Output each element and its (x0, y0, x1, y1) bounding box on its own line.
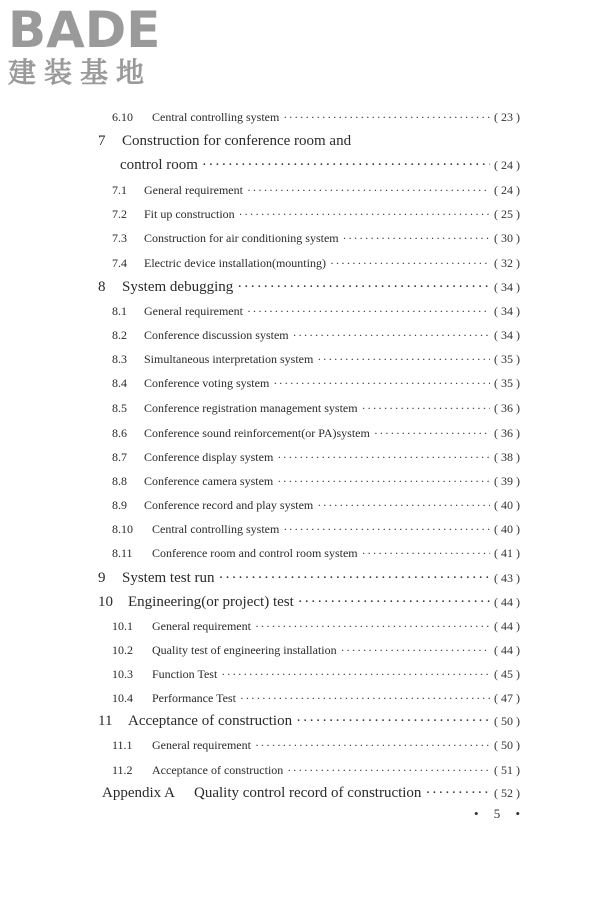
toc-label: Conference voting system (144, 376, 270, 390)
toc-entry-7-cont[interactable] (120, 157, 520, 174)
toc-entry-10-2[interactable] (112, 643, 520, 658)
toc-entry-10[interactable] (98, 594, 520, 611)
toc-entry-8-2[interactable] (112, 328, 520, 343)
toc-page: ( 40 ) (494, 522, 520, 536)
toc-page: ( 41 ) (494, 546, 520, 560)
toc-page: ( 44 ) (494, 619, 520, 633)
toc-number: 7.4 (112, 256, 127, 270)
toc-label: Central controlling system (152, 522, 280, 536)
toc-label: System test run (122, 570, 215, 586)
toc-entry-7-3[interactable] (112, 231, 520, 246)
toc-leader (425, 785, 490, 802)
toc-label: Conference registration management system (144, 401, 358, 415)
toc-label: Conference discussion system (144, 328, 289, 342)
toc-leader (221, 667, 490, 682)
toc-leader (239, 207, 490, 222)
toc-page: ( 23 ) (494, 110, 520, 124)
toc-page: ( 32 ) (494, 256, 520, 270)
toc-page: ( 50 ) (494, 738, 520, 752)
toc-number: 8.4 (112, 376, 127, 390)
toc-number: 8.6 (112, 426, 127, 440)
toc-page: ( 25 ) (494, 207, 520, 221)
toc-page: ( 50 ) (494, 714, 520, 728)
toc-leader (273, 376, 490, 391)
toc-label: Performance Test (152, 691, 236, 705)
toc-label: Acceptance of construction (128, 713, 293, 729)
toc-number: 10 (98, 594, 113, 610)
toc-label: Simultaneous interpretation system (144, 352, 314, 366)
toc-entry-10-1[interactable] (112, 619, 520, 634)
toc-page: ( 39 ) (494, 474, 520, 488)
toc-leader (283, 110, 490, 125)
toc-number: 8.9 (112, 498, 127, 512)
toc-page: ( 34 ) (494, 304, 520, 318)
toc-entry-11[interactable] (98, 713, 520, 730)
toc-leader (287, 763, 490, 778)
toc-number: 8.2 (112, 328, 127, 342)
toc-entry-8-7[interactable] (112, 450, 520, 465)
toc-entry-7-2[interactable] (112, 207, 520, 222)
toc-leader (277, 474, 490, 489)
toc-leader (296, 713, 490, 730)
toc-leader (202, 157, 490, 174)
toc-entry-11-1[interactable] (112, 738, 520, 753)
toc-label: General requirement (152, 738, 251, 752)
toc-entry-8-10[interactable] (112, 522, 520, 537)
toc-number: 8.7 (112, 450, 127, 464)
toc-label: Conference record and play system (144, 498, 314, 512)
toc-number: 6.10 (112, 110, 133, 124)
toc-leader (283, 522, 490, 537)
toc-number: 8.10 (112, 522, 133, 536)
toc-page: ( 34 ) (494, 328, 520, 342)
toc-number: 10.3 (112, 667, 133, 681)
toc-number: 11 (98, 713, 113, 729)
toc-label: Engineering(or project) test (128, 594, 294, 610)
toc-leader (240, 691, 490, 706)
toc-label: Conference sound reinforcement(or PA)system (144, 426, 370, 440)
toc-entry-8-6[interactable] (112, 426, 520, 441)
toc-entry-8-8[interactable] (112, 474, 520, 489)
toc-page: ( 44 ) (494, 643, 520, 657)
toc-entry-11-2[interactable] (112, 763, 520, 778)
toc-label: Conference room and control room system (152, 546, 358, 560)
toc-page: ( 51 ) (494, 763, 520, 777)
toc-label: System debugging (122, 279, 234, 295)
toc-label: Conference display system (144, 450, 274, 464)
toc-page: ( 24 ) (494, 183, 520, 197)
toc-number: 7.3 (112, 231, 127, 245)
toc-entry-8-9[interactable] (112, 498, 520, 513)
toc-number: 8.3 (112, 352, 127, 366)
toc-page: ( 43 ) (494, 571, 520, 585)
toc-leader (362, 546, 490, 561)
toc-leader (293, 328, 490, 343)
toc-number: 8.8 (112, 474, 127, 488)
toc-entry-9[interactable] (98, 570, 520, 587)
toc-label: Function Test (152, 667, 218, 681)
toc-leader (255, 738, 490, 753)
toc-number: 10.1 (112, 619, 133, 633)
toc-leader (255, 619, 490, 634)
toc-label: General requirement (144, 304, 243, 318)
toc-entry-7-4[interactable] (112, 256, 520, 271)
toc-label: Fit up construction (144, 207, 235, 221)
toc-leader (341, 643, 490, 658)
toc-page: ( 38 ) (494, 450, 520, 464)
toc-page: ( 35 ) (494, 352, 520, 366)
toc-page: ( 52 ) (494, 786, 520, 800)
toc-number: 8 (98, 279, 106, 295)
toc-label: control room (120, 157, 198, 173)
toc-number: Appendix A (102, 785, 175, 801)
toc-leader (317, 498, 490, 513)
toc-page: ( 34 ) (494, 280, 520, 294)
toc-leader (374, 426, 490, 441)
logo-brand: BADE (8, 1, 161, 59)
toc-label: Quality control record of construction (194, 785, 422, 801)
toc-label: Conference camera system (144, 474, 274, 488)
toc-leader (277, 450, 490, 465)
toc-entry-8-11[interactable] (112, 546, 520, 561)
toc-number: 7.2 (112, 207, 127, 221)
toc-leader (298, 594, 490, 611)
toc-leader (219, 570, 491, 587)
toc-number: 10.2 (112, 643, 133, 657)
toc-number: 8.1 (112, 304, 127, 318)
toc-entry-10-3[interactable] (112, 667, 520, 682)
logo-subtitle: 建装基地 (8, 56, 153, 89)
toc-label: General requirement (144, 183, 243, 197)
toc-leader (247, 183, 490, 198)
toc-leader (237, 279, 490, 296)
page-number: • 5 • (474, 806, 527, 821)
toc-entry-7-1[interactable] (112, 183, 520, 198)
toc-number: 8.11 (112, 546, 133, 560)
toc-entry-appendix-a[interactable] (102, 785, 520, 802)
toc-entry-8-1[interactable] (112, 304, 520, 319)
toc-label: General requirement (152, 619, 251, 633)
toc-entry-8-3[interactable] (112, 352, 520, 367)
toc-label: Quality test of engineering installation (152, 643, 337, 657)
toc-number: 11.2 (112, 763, 133, 777)
toc-page: ( 35 ) (494, 376, 520, 390)
toc-leader (362, 401, 490, 416)
toc-page: ( 44 ) (494, 595, 520, 609)
toc-label: Construction for conference room and (122, 133, 352, 149)
toc-entry-6-10[interactable] (112, 110, 520, 125)
bade-logo (8, 1, 178, 90)
toc-page: ( 24 ) (494, 158, 520, 172)
toc-page: ( 36 ) (494, 401, 520, 415)
toc-page: ( 40 ) (494, 498, 520, 512)
toc-entry-7[interactable] (98, 133, 520, 150)
toc-leader (317, 352, 490, 367)
toc-number: 7.1 (112, 183, 127, 197)
toc-page: ( 45 ) (494, 667, 520, 681)
toc-label: Acceptance of construction (152, 763, 284, 777)
toc-entry-8-5[interactable] (112, 401, 520, 416)
toc-entry-8-4[interactable] (112, 376, 520, 391)
toc-entry-8[interactable] (98, 279, 520, 296)
toc-number: 8.5 (112, 401, 127, 415)
toc-label: Central controlling system (152, 110, 280, 124)
toc-page: ( 47 ) (494, 691, 520, 705)
toc-entry-10-4[interactable] (112, 691, 520, 706)
toc-label: Construction for air conditioning system (144, 231, 339, 245)
toc-page: ( 36 ) (494, 426, 520, 440)
toc-number: 10.4 (112, 691, 133, 705)
toc-leader (247, 304, 490, 319)
toc-leader (330, 256, 490, 271)
toc-number: 7 (98, 133, 106, 149)
toc-number: 9 (98, 570, 106, 586)
toc-label: Electric device installation(mounting) (144, 256, 326, 270)
toc-leader (343, 231, 490, 246)
toc-page: ( 30 ) (494, 231, 520, 245)
toc-number: 11.1 (112, 738, 133, 752)
